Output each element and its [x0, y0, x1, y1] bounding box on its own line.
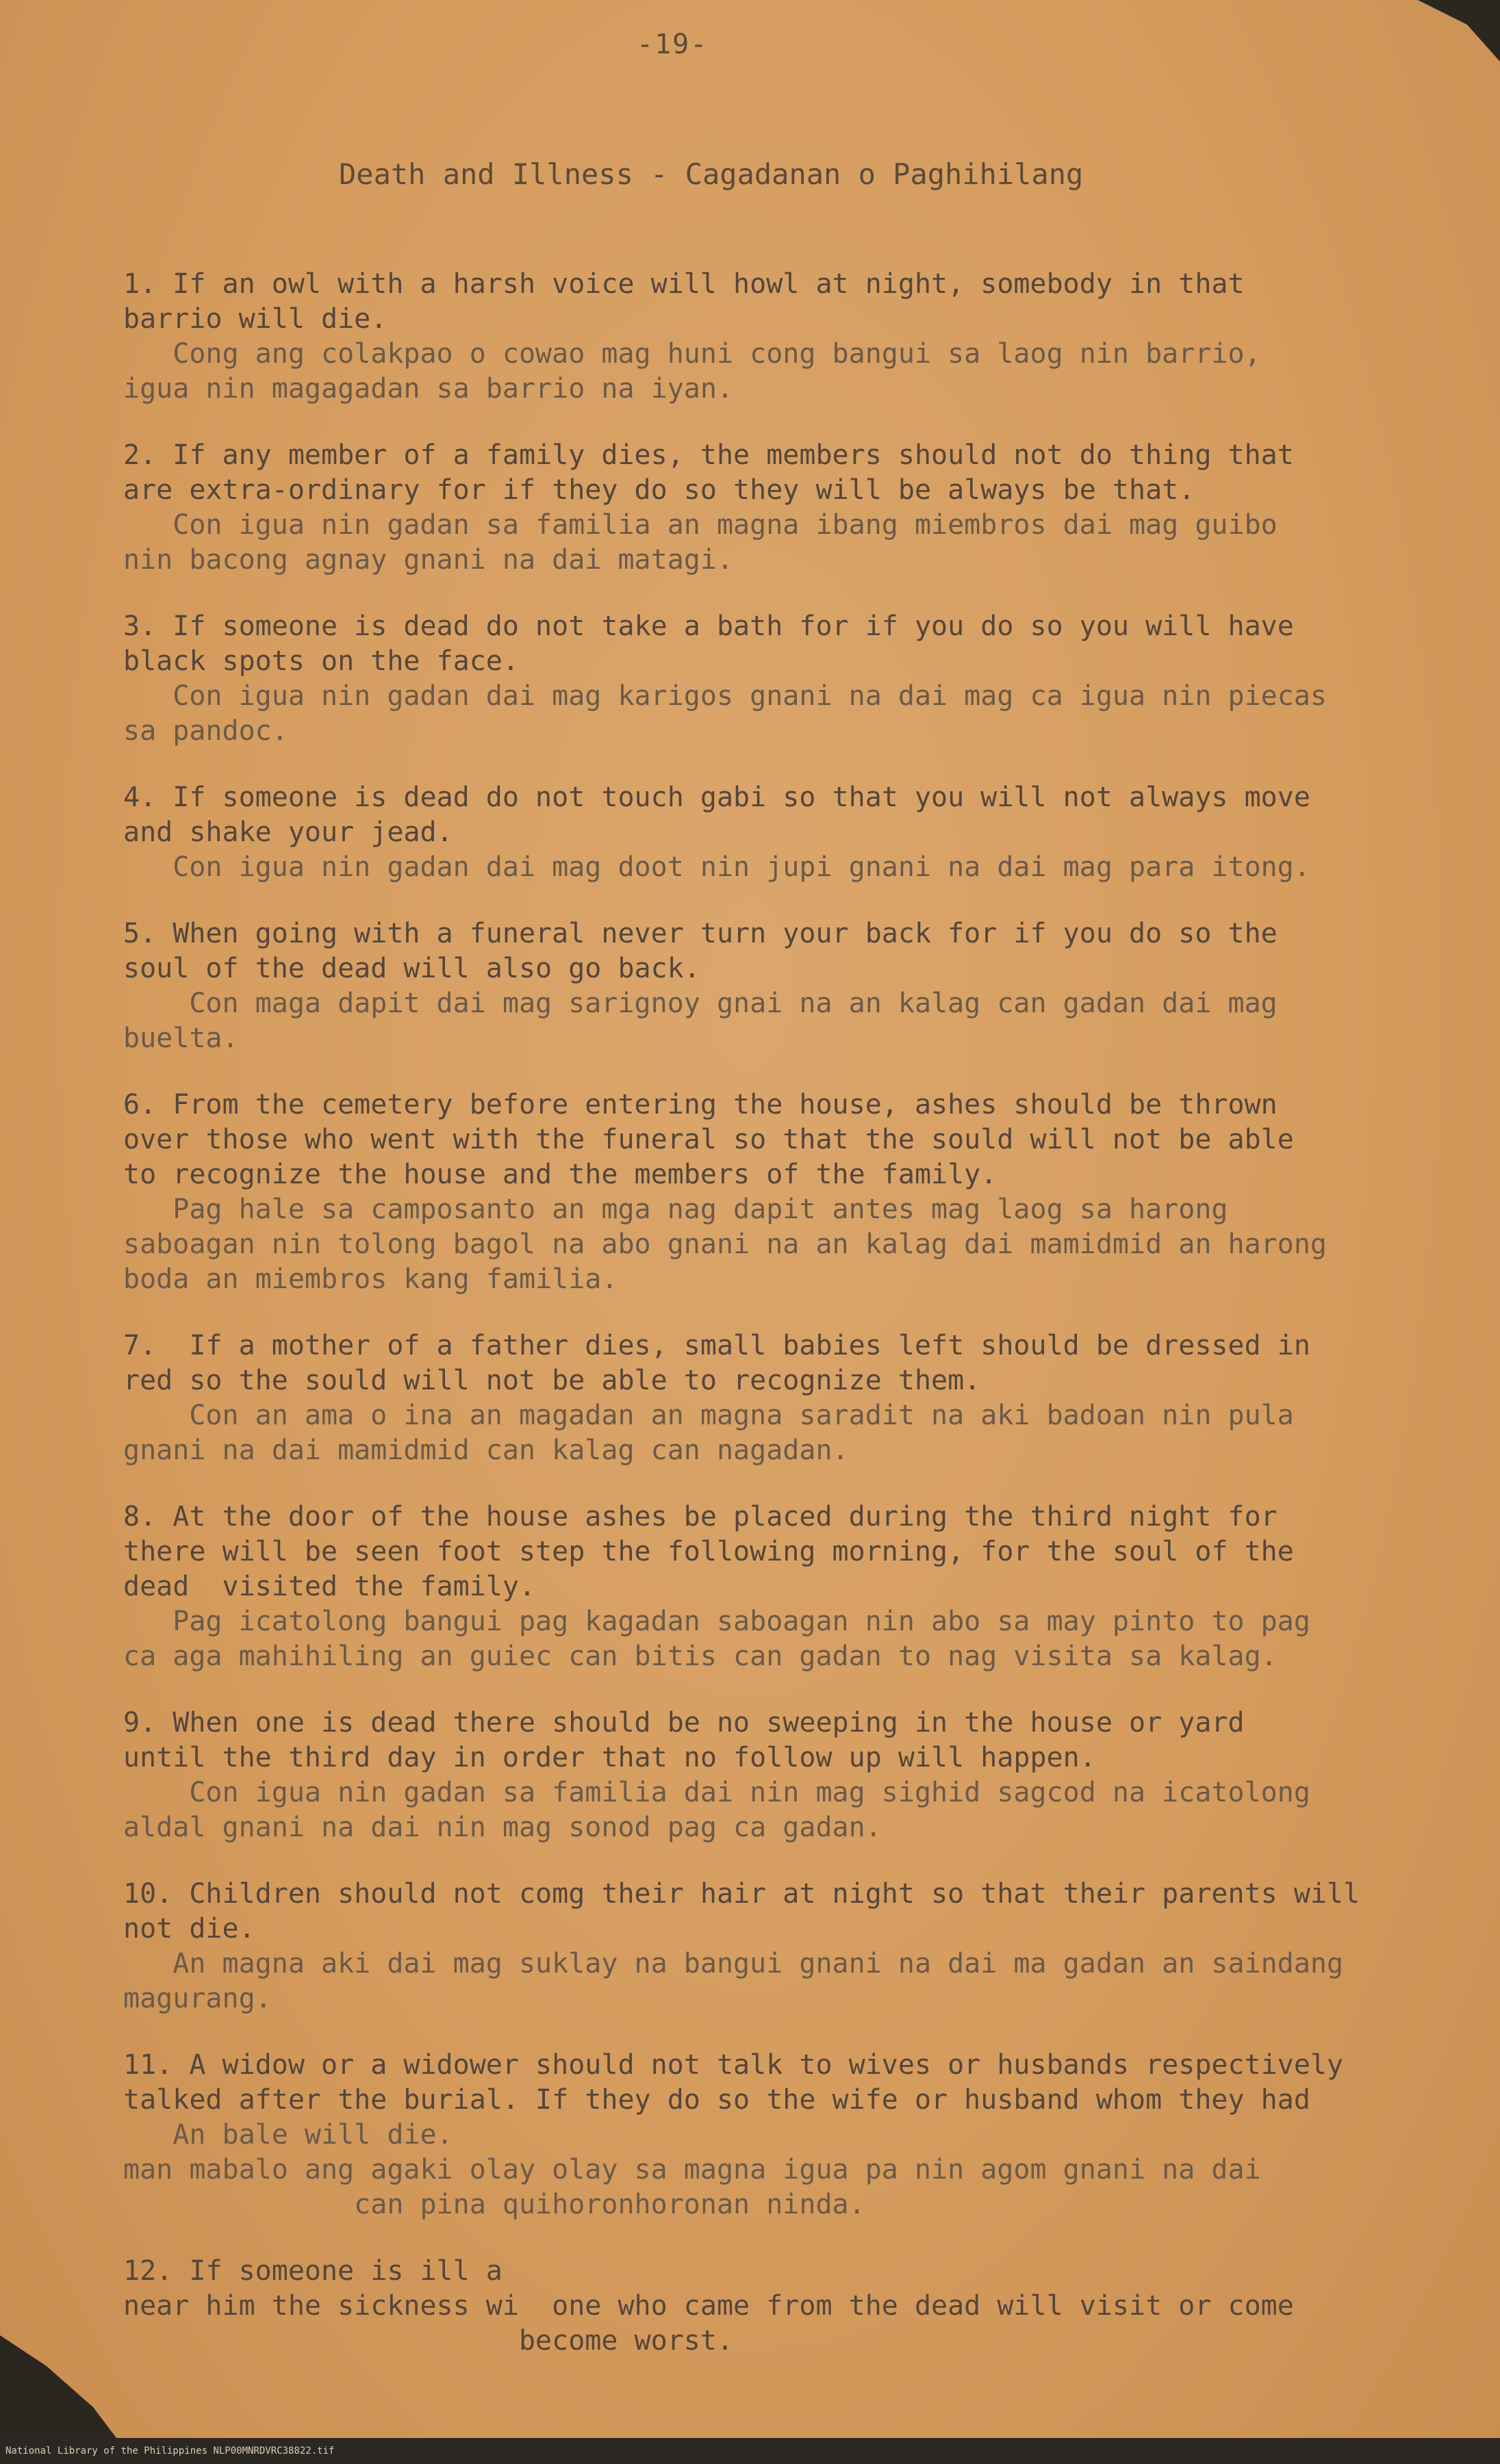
bikol-line: Cong ang colakpao o cowao mag huni cong bangui sa laog nin barrio, [123, 338, 1261, 370]
english-line: talked after the burial. If they do so the wife or husband whom they had [123, 2084, 1310, 2116]
bikol-line: buelta. [123, 1023, 239, 1054]
english-line: soul of the dead will also go back. [123, 953, 700, 984]
superstition-entry [123, 2048, 1424, 2222]
english-line: red so the sould will not be able to recognize them. [123, 1365, 981, 1396]
english-line: black spots on the face. [123, 645, 519, 677]
bikol-line: An magna aki dai mag suklay na bangui gnani na dai ma gadan an saindang [123, 1948, 1344, 1979]
bikol-line: Con igua nin gadan dai mag karigos gnani na dai mag ca igua nin piecas [123, 680, 1327, 712]
bikol-line: magurang. [123, 1983, 272, 2014]
english-line: barrio will die. [123, 303, 387, 335]
bikol-line: Pag hale sa camposanto an mga nag dapit antes mag laog sa harong [123, 1194, 1228, 1225]
english-line: 7. If a mother of a father dies, small babies left should be dressed in [123, 1330, 1310, 1361]
english-line: 9. When one is dead there should be no sweeping in the house or yard [123, 1707, 1245, 1738]
superstition-entry [123, 267, 1424, 407]
bikol-line: sa pandoc. [123, 715, 288, 747]
english-line: 4. If someone is dead do not touch gabi so that you will not always move [123, 782, 1310, 813]
english-line: 1. If an owl with a harsh voice will howl at night, somebody in that [123, 268, 1245, 300]
english-line: there will be seen foot step the following morning, for the soul of the [123, 1536, 1294, 1567]
english-line: are extra-ordinary for if they do so they will be always be that. [123, 474, 1195, 506]
superstition-entry [123, 1500, 1424, 1674]
bikol-line: igua nin magagadan sa barrio na iyan. [123, 373, 734, 405]
english-line: and shake your jead. [123, 817, 453, 848]
bikol-line: Con igua nin gadan sa familia dai nin mag sighid sagcod na icatolong [123, 1777, 1310, 1808]
english-line: not die. [123, 1913, 255, 1945]
bikol-line: An bale will die. [123, 2119, 453, 2151]
scan-footer-text: National Library of the Philippines NLP00MNRDVRC38822.tif [5, 2446, 335, 2456]
page-title: Death and Illness - Cagadanan o Paghihilang [339, 157, 1084, 191]
bikol-line: nin bacong agnay gnani na dai matagi. [123, 544, 734, 576]
english-line: 8. At the door of the house ashes be placed during the third night for [123, 1501, 1277, 1532]
english-line: 2. If any member of a family dies, the members should not do thing that [123, 439, 1294, 471]
superstition-entry [123, 609, 1424, 749]
bikol-line: can pina quihoronhoronan ninda. [123, 2189, 865, 2220]
page-number: -19- [637, 29, 709, 60]
bikol-line: Pag icatolong bangui pag kagadan saboagan nin abo sa may pinto to pag [123, 1606, 1310, 1637]
english-line: dead visited the family. [123, 1571, 536, 1602]
bikol-line: boda an miembros kang familia. [123, 1263, 618, 1295]
english-line: 3. If someone is dead do not take a bath for if you do so you will have [123, 611, 1294, 642]
bikol-line: ca aga mahihiling an guiec can bitis can gadan to nag visita sa kalag. [123, 1641, 1277, 1672]
torn-corner-top-right [1418, 0, 1500, 62]
superstition-entry [123, 2254, 1424, 2359]
torn-edge-bottom-left [0, 2335, 116, 2438]
superstition-entry [123, 780, 1424, 885]
bikol-line: Con igua nin gadan sa familia an magna ibang miembros dai mag guibo [123, 509, 1277, 541]
bikol-line: saboagan nin tolong bagol na abo gnani na an kalag dai mamidmid an harong [123, 1229, 1327, 1260]
superstition-entry [123, 1706, 1424, 1845]
bikol-line: Con an ama o ina an magadan an magna saradit na aki badoan nin pula [123, 1400, 1294, 1431]
english-line: 5. When going with a funeral never turn your back for if you do so the [123, 918, 1277, 949]
superstition-entry [123, 1877, 1424, 2016]
english-line: until the third day in order that no follow up will happen. [123, 1742, 1096, 1773]
english-line: 11. A widow or a widower should not talk to wives or husbands respectively [123, 2049, 1344, 2081]
bikol-line: man mabalo ang agaki olay olay sa magna igua pa nin agom gnani na dai [123, 2154, 1261, 2185]
bikol-line: aldal gnani na dai nin mag sonod pag ca gadan. [123, 1812, 882, 1843]
superstition-entry [123, 438, 1424, 578]
english-line: become worst. [123, 2325, 734, 2357]
english-line: 12. If someone is ill a [123, 2255, 503, 2287]
english-line: near him the sickness wi one who came from the dead will visit or come [123, 2290, 1294, 2322]
scan-footer [0, 2438, 1500, 2464]
entries-list [123, 267, 1424, 2390]
english-line: to recognize the house and the members of the family. [123, 1159, 997, 1190]
superstition-entry [123, 1088, 1424, 1297]
english-line: 6. From the cemetery before entering the house, ashes should be thrown [123, 1089, 1277, 1120]
english-line: 10. Children should not comg their hair at night so that their parents will [123, 1878, 1360, 1910]
superstition-entry [123, 1329, 1424, 1468]
superstition-entry [123, 916, 1424, 1056]
bikol-line: gnani na dai mamidmid can kalag can nagadan. [123, 1435, 849, 1466]
bikol-line: Con igua nin gadan dai mag doot nin jupi gnani na dai mag para itong. [123, 851, 1310, 883]
english-line: over those who went with the funeral so that the sould will not be able [123, 1124, 1294, 1155]
bikol-line: Con maga dapit dai mag sarignoy gnai na an kalag can gadan dai mag [123, 988, 1277, 1019]
